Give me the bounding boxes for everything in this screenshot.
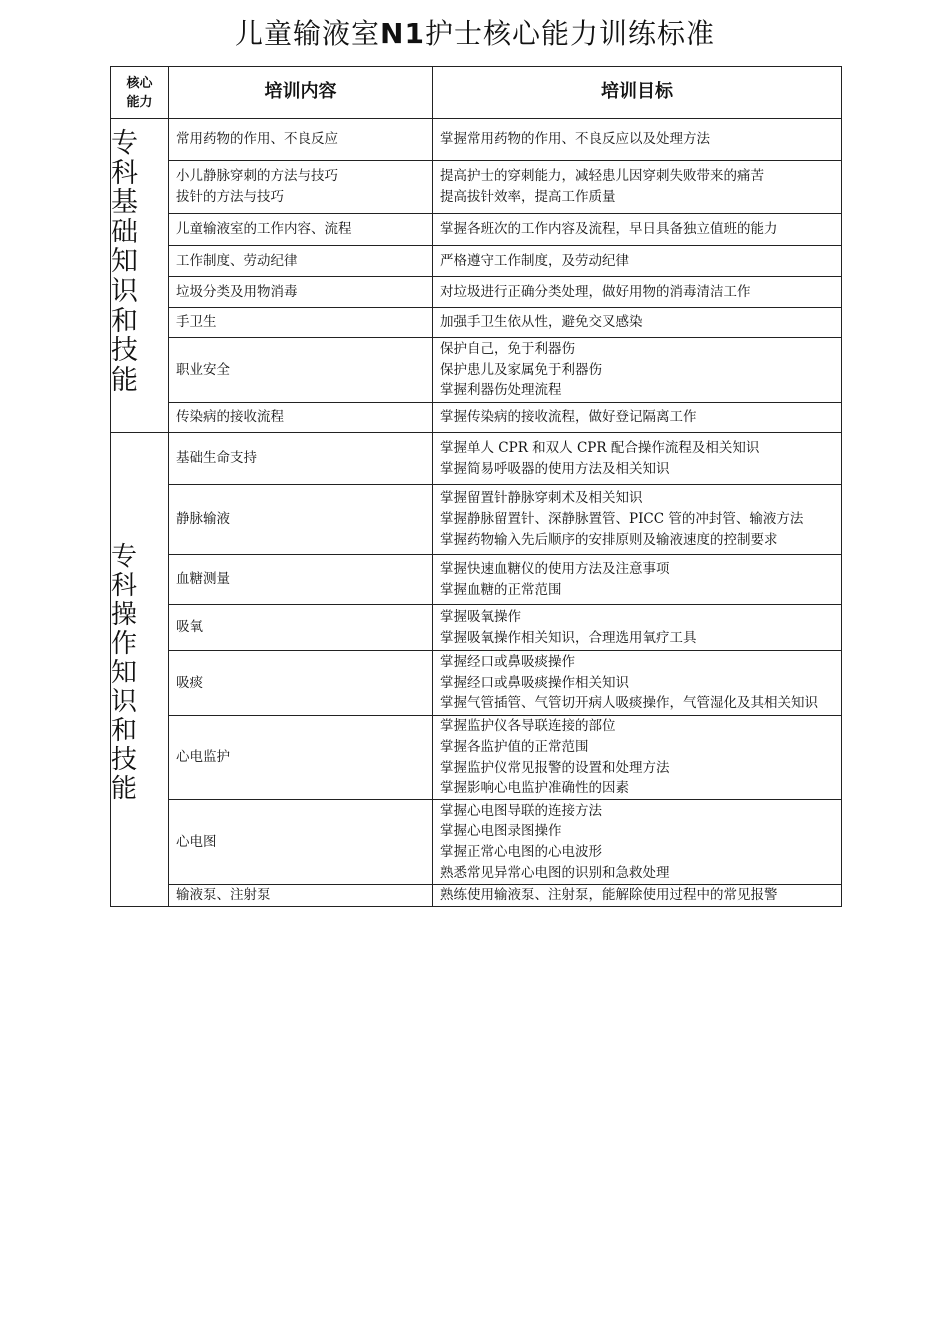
- content-cell: [169, 651, 433, 716]
- content-line: 基础生命支持: [176, 450, 257, 467]
- content-cell: [169, 885, 433, 907]
- table-row: [111, 433, 842, 485]
- table-row: [111, 555, 842, 605]
- goal-line: 严格遵守工作制度，及劳动纪律: [440, 252, 629, 269]
- table-row: [111, 885, 842, 907]
- header-content: 培训内容: [169, 67, 433, 119]
- category-label: 专科操作知识和技能: [111, 542, 138, 804]
- content-line: 手卫生: [176, 314, 217, 331]
- content-line: 垃圾分类及用物消毒: [176, 283, 298, 300]
- goal-line: 对垃圾进行正确分类处理，做好用物的消毒清洁工作: [440, 283, 751, 300]
- goal-line: 提高拔针效率，提高工作质量: [440, 189, 616, 205]
- goal-line: 掌握心电图导联的连接方法: [440, 802, 602, 819]
- goal-line: 加强手卫生依从性，避免交叉感染: [440, 314, 643, 331]
- goal-line: 掌握影响心电监护准确性的因素: [440, 780, 629, 797]
- goal-line: 掌握静脉留置针、深静脉置管、PICC 管的冲封管、输液方法: [440, 511, 804, 528]
- content-line: 静脉输液: [176, 511, 230, 528]
- goal-cell: [433, 885, 842, 907]
- goal-line: 掌握利器伤处理流程: [440, 382, 562, 399]
- content-cell: [169, 800, 433, 885]
- goal-line: 掌握各监护值的正常范围: [440, 738, 589, 755]
- table-row: [111, 338, 842, 403]
- category-cell: [111, 433, 169, 907]
- goal-line: 掌握气管插管、气管切开病人吸痰操作，气管湿化及其相关知识: [440, 695, 818, 712]
- table-row: [111, 214, 842, 246]
- table-row: [111, 308, 842, 338]
- content-line: 心电监护: [176, 749, 230, 766]
- content-cell: [169, 214, 433, 246]
- table-row: [111, 246, 842, 277]
- content-cell: [169, 161, 433, 214]
- goal-line: 掌握药物输入先后顺序的安排原则及输液速度的控制要求: [440, 531, 778, 548]
- content-cell: [169, 403, 433, 433]
- goal-cell: [433, 800, 842, 885]
- goal-line: 保护患儿及家属免于利器伤: [440, 361, 602, 378]
- goal-cell: [433, 716, 842, 800]
- content-line: 传染病的接收流程: [176, 409, 284, 426]
- content-line: 血糖测量: [176, 571, 230, 588]
- table-row: [111, 651, 842, 716]
- content-line: 职业安全: [176, 361, 230, 378]
- content-line: 吸氧: [176, 619, 203, 636]
- goal-line: 掌握血糖的正常范围: [440, 581, 562, 598]
- content-cell: [169, 338, 433, 403]
- header-core-ability: [111, 67, 169, 119]
- title-suffix: 护士核心能力训练标准: [424, 17, 715, 50]
- goal-line: 掌握吸氧操作相关知识，合理选用氧疗工具: [440, 629, 697, 646]
- category-label: 专科基础知识和技能: [111, 128, 138, 396]
- goal-line: 熟练使用输液泵、注射泵，能解除使用过程中的常见报警: [440, 887, 778, 904]
- goal-line: 掌握各班次的工作内容及流程，早日具备独立值班的能力: [440, 221, 778, 238]
- goal-cell: [433, 308, 842, 338]
- goal-line: 掌握监护仪各导联连接的部位: [440, 718, 616, 734]
- table-row: [111, 161, 842, 214]
- goal-cell: [433, 119, 842, 161]
- goal-line: 掌握经口或鼻吸痰操作相关知识: [440, 674, 629, 691]
- content-line: 拔针的方法与技巧: [176, 189, 284, 205]
- goal-line: 掌握经口或鼻吸痰操作: [440, 653, 575, 670]
- content-line: 输液泵、注射泵: [176, 887, 271, 904]
- page-title: [0, 14, 950, 54]
- table-row: [111, 485, 842, 555]
- header-core-ability-label: 核心能力: [126, 75, 153, 110]
- category-cell: [111, 119, 169, 433]
- goal-cell: [433, 433, 842, 485]
- content-line: 儿童输液室的工作内容、流程: [176, 221, 352, 238]
- header-row: [111, 67, 842, 119]
- goal-cell: [433, 555, 842, 605]
- training-standard-table: [110, 66, 842, 907]
- goal-line: 掌握心电图录图操作: [440, 823, 562, 840]
- table-row: [111, 277, 842, 308]
- table-body: [111, 119, 842, 907]
- header-goal: 培训目标: [433, 67, 842, 119]
- table-row: [111, 716, 842, 800]
- goal-line: 掌握留置针静脉穿刺术及相关知识: [440, 490, 643, 507]
- goal-cell: [433, 651, 842, 716]
- goal-cell: [433, 485, 842, 555]
- table-row: [111, 403, 842, 433]
- content-cell: [169, 716, 433, 800]
- table-row: [111, 119, 842, 161]
- content-cell: [169, 605, 433, 651]
- content-cell: [169, 246, 433, 277]
- goal-cell: [433, 403, 842, 433]
- content-cell: [169, 277, 433, 308]
- content-cell: [169, 555, 433, 605]
- goal-line: 掌握正常心电图的心电波形: [440, 844, 602, 861]
- goal-line: 掌握单人 CPR 和双人 CPR 配合操作流程及相关知识: [440, 439, 760, 456]
- goal-line: 掌握吸氧操作: [440, 608, 521, 625]
- content-cell: [169, 119, 433, 161]
- goal-line: 掌握传染病的接收流程，做好登记隔离工作: [440, 409, 697, 426]
- content-cell: [169, 485, 433, 555]
- goal-cell: [433, 277, 842, 308]
- title-code: N1: [380, 17, 425, 50]
- goal-line: 掌握快速血糖仪的使用方法及注意事项: [440, 560, 670, 577]
- content-line: 心电图: [176, 833, 217, 850]
- content-cell: [169, 308, 433, 338]
- goal-cell: [433, 246, 842, 277]
- goal-line: 保护自己，免于利器伤: [440, 340, 575, 357]
- goal-cell: [433, 161, 842, 214]
- content-line: 常用药物的作用、不良反应: [176, 131, 338, 148]
- content-cell: [169, 433, 433, 485]
- goal-line: 提高护士的穿刺能力，减轻患儿因穿刺失败带来的痛苦: [440, 168, 764, 185]
- goal-line: 熟悉常见异常心电图的识别和急救处理: [440, 864, 670, 881]
- content-line: 小儿静脉穿刺的方法与技巧: [176, 168, 338, 185]
- goal-cell: [433, 605, 842, 651]
- title-prefix: 儿童输液室: [235, 17, 381, 50]
- goal-line: 掌握监护仪常见报警的设置和处理方法: [440, 759, 670, 776]
- goal-line: 掌握简易呼吸器的使用方法及相关知识: [440, 460, 670, 477]
- content-line: 工作制度、劳动纪律: [176, 252, 298, 269]
- goal-line: 掌握常用药物的作用、不良反应以及处理方法: [440, 131, 710, 148]
- goal-cell: [433, 214, 842, 246]
- table-row: [111, 800, 842, 885]
- content-line: 吸痰: [176, 674, 203, 691]
- table-row: [111, 605, 842, 651]
- goal-cell: [433, 338, 842, 403]
